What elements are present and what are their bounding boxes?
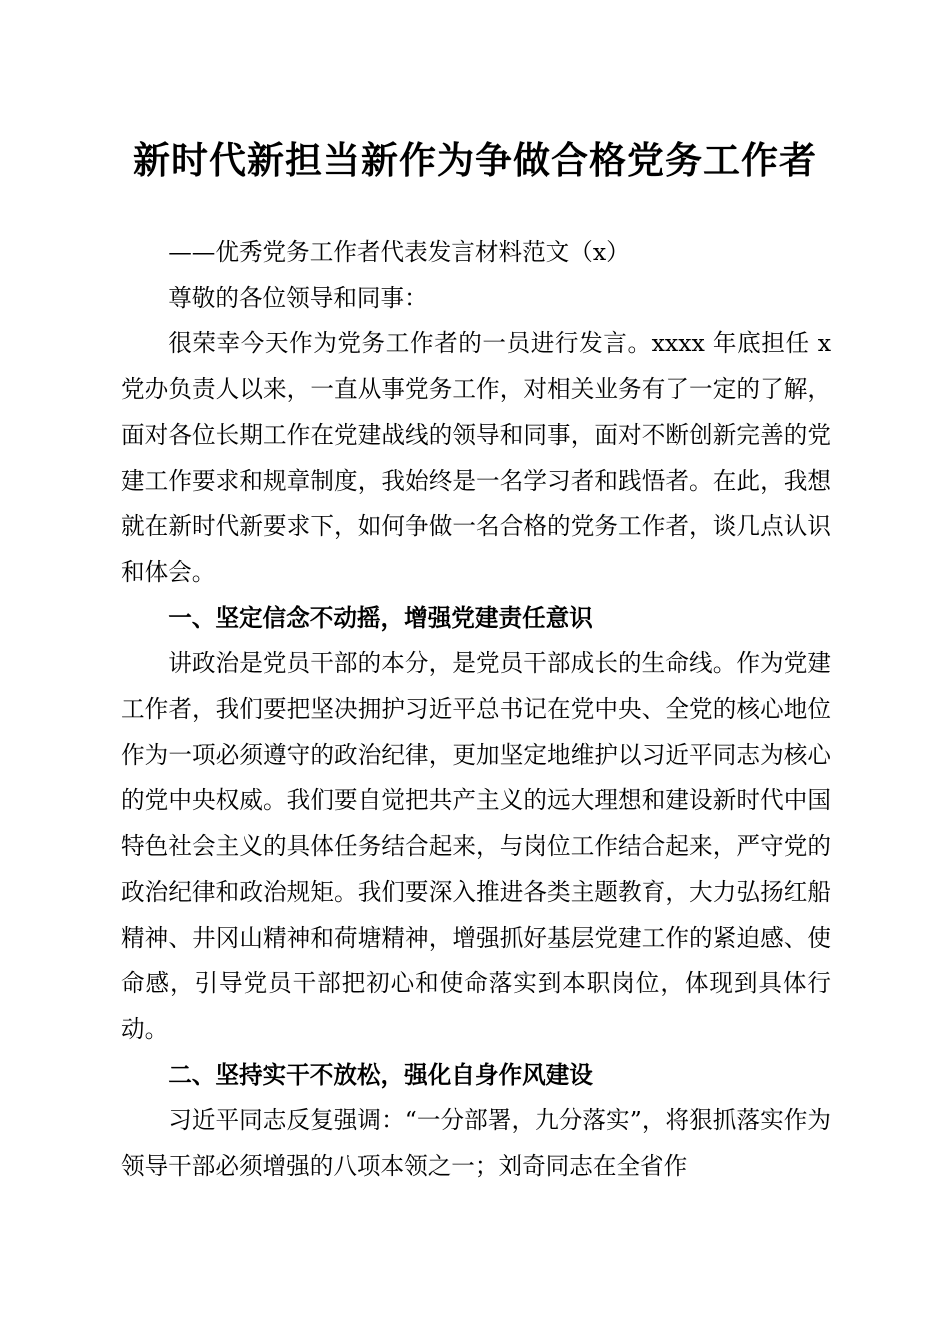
subtitle: ——优秀党务工作者代表发言材料范文（x） <box>168 238 630 266</box>
document-title: 新时代新担当新作为争做合格党务工作者 <box>133 138 817 182</box>
intro-paragraph: 很荣幸今天作为党务工作者的一员进行发言。xxxx 年底担任 x 党办负责人以来，一直从事党务工作，对相关业务有了一定的了解，面对各位长期工作在党建战线的领导和同事，面对不断创新完善的党建工作要求和规章制度，我始终是一名学习者和践悟者。在此，我想就在新时代新要求下，如何争做一名合格的党务工作者，谈几点认识和体会。 <box>121 329 831 586</box>
section-1-heading: 一、坚定信念不动摇，增强党建责任意识 <box>168 603 593 632</box>
section-1-paragraph: 讲政治是党员干部的本分，是党员干部成长的生命线。作为党建工作者，我们要把坚决拥护习近平总书记在党中央、全党的核心地位作为一项必须遵守的政治纪律，更加坚定地维护以习近平同志为核心的党中央权威。我们要自觉把共产主义的远大理想和建设新时代中国特色社会主义的具体任务结合起来，与岗位工作结合起来，严守党的政治纪律和政治规矩。我们要深入推进各类主题教育，大力弘扬红船精神、井冈山精神和荷塘精神，增强抓好基层党建工作的紧迫感、使命感，引导党员干部把初心和使命落实到本职岗位，体现到具体行动。 <box>121 649 831 1043</box>
document-body <box>121 230 831 1190</box>
section-2-heading: 二、坚持实干不放松，强化自身作风建设 <box>168 1060 593 1089</box>
section-2-paragraph: 习近平同志反复强调：“一分部署，九分落实”，将狠抓落实作为领导干部必须增强的八项本领之一；刘奇同志在全省作 <box>121 1106 831 1181</box>
salutation: 尊敬的各位领导和同事： <box>168 283 428 312</box>
